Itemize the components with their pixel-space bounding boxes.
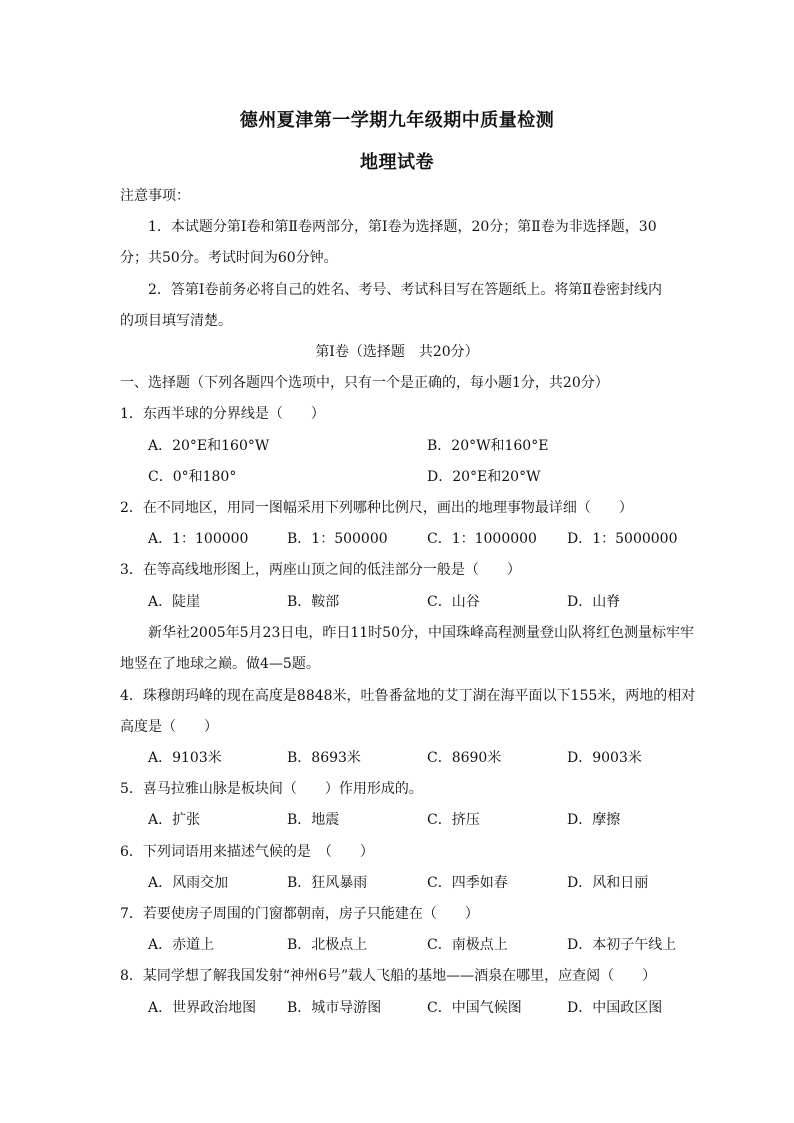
question-6-option-d: D．风和日丽: [567, 875, 649, 891]
question-7-option-c: C．南极点上: [427, 937, 508, 953]
question-2-stem: 2．在不同地区，用同一图幅采用下列哪种比例尺，画出的地理事物最详细（ ）: [120, 500, 633, 516]
question-6-stem: 6．下列词语用来描述气候的是 （ ）: [120, 844, 374, 860]
question-3-option-b: B．鞍部: [287, 594, 340, 610]
exam-title: 德州夏津第一学期九年级期中质量检测: [239, 110, 555, 131]
question-8-option-a: A．世界政治地图: [148, 1000, 257, 1016]
question-2-option-a: A．1：100000: [148, 531, 249, 547]
question-7-option-b: B．北极点上: [287, 937, 368, 953]
question-5-option-c: C．挤压: [427, 812, 480, 828]
question-1-option-d: D．20°E和20°W: [427, 469, 541, 485]
question-2-option-d: D．1：5000000: [567, 531, 678, 547]
note-2-line-1: 2．答第Ⅰ卷前务必将自己的姓名、考号、考试科目写在答题纸上。将第Ⅱ卷密封线内: [148, 282, 662, 298]
question-1-option-a: A．20°E和160°W: [148, 438, 270, 454]
exam-subtitle: 地理试卷: [360, 152, 434, 173]
question-8-option-c: C．中国气候图: [427, 1000, 522, 1016]
question-8-option-d: D．中国政区图: [567, 1000, 663, 1016]
question-5-stem: 5．喜马拉雅山脉是板块间（ ）作用形成的。: [120, 781, 423, 797]
section-instructions: 一、选择题（下列各题四个选项中，只有一个是正确的，每小题1分，共20分）: [120, 375, 609, 391]
question-4-option-d: D．9003米: [567, 750, 642, 766]
passage-line-1: 新华社2005年5月23日电，昨日11时50分，中国珠峰高程测量登山队将红色测量标牢牢: [148, 625, 694, 641]
section-title: 第Ⅰ卷（选择题 共20分）: [315, 344, 479, 360]
question-4-option-a: A．9103米: [148, 750, 222, 766]
note-2-line-2: 的项目填写清楚。: [120, 313, 232, 329]
notes-heading: 注意事项：: [120, 188, 190, 204]
question-8-stem: 8．某同学想了解我国发射“神州6号”载人飞船的基地——酒泉在哪里，应查阅（ ）: [120, 968, 657, 984]
question-2-option-b: B．1：500000: [287, 531, 388, 547]
question-5-option-d: D．摩擦: [567, 812, 621, 828]
question-3-option-c: C．山谷: [427, 594, 480, 610]
question-8-option-b: B．城市导游图: [287, 1000, 382, 1016]
question-7-stem: 7．若要使房子周围的门窗都朝南，房子只能建在（ ）: [120, 906, 479, 922]
question-1-option-b: B．20°W和160°E: [427, 438, 549, 454]
question-6-option-a: A．风雨交加: [148, 875, 229, 891]
question-4-option-b: B．8693米: [287, 750, 361, 766]
question-7-option-a: A．赤道上: [148, 937, 215, 953]
question-3-option-d: D．山脊: [567, 594, 621, 610]
question-6-option-c: C．四季如春: [427, 875, 508, 891]
note-1-line-1: 1．本试题分第Ⅰ卷和第Ⅱ卷两部分，第Ⅰ卷为选择题，20分；第Ⅱ卷为非选择题，30: [148, 219, 657, 235]
question-1-option-c: C．0°和180°: [148, 469, 237, 485]
question-4-option-c: C．8690米: [427, 750, 502, 766]
question-5-option-a: A．扩张: [148, 812, 201, 828]
passage-line-2: 地竖在了地球之巅。做4—5题。: [120, 656, 320, 672]
question-6-option-b: B．狂风暴雨: [287, 875, 368, 891]
question-7-option-d: D．本初子午线上: [567, 937, 677, 953]
note-1-line-2: 分；共50分。考试时间为60分钟。: [120, 250, 338, 266]
question-3-option-a: A．陡崖: [148, 594, 201, 610]
question-5-option-b: B．地震: [287, 812, 340, 828]
question-4-stem-line-1: 4．珠穆朗玛峰的现在高度是8848米，吐鲁番盆地的艾丁湖在海平面以下155米，两地的相对: [120, 688, 696, 704]
question-3-stem: 3．在等高线地形图上，两座山顶之间的低洼部分一般是（ ）: [120, 562, 521, 578]
question-2-option-c: C．1：1000000: [427, 531, 537, 547]
question-4-stem-line-2: 高度是（ ）: [120, 719, 218, 735]
question-1-stem: 1．东西半球的分界线是（ ）: [120, 406, 325, 422]
